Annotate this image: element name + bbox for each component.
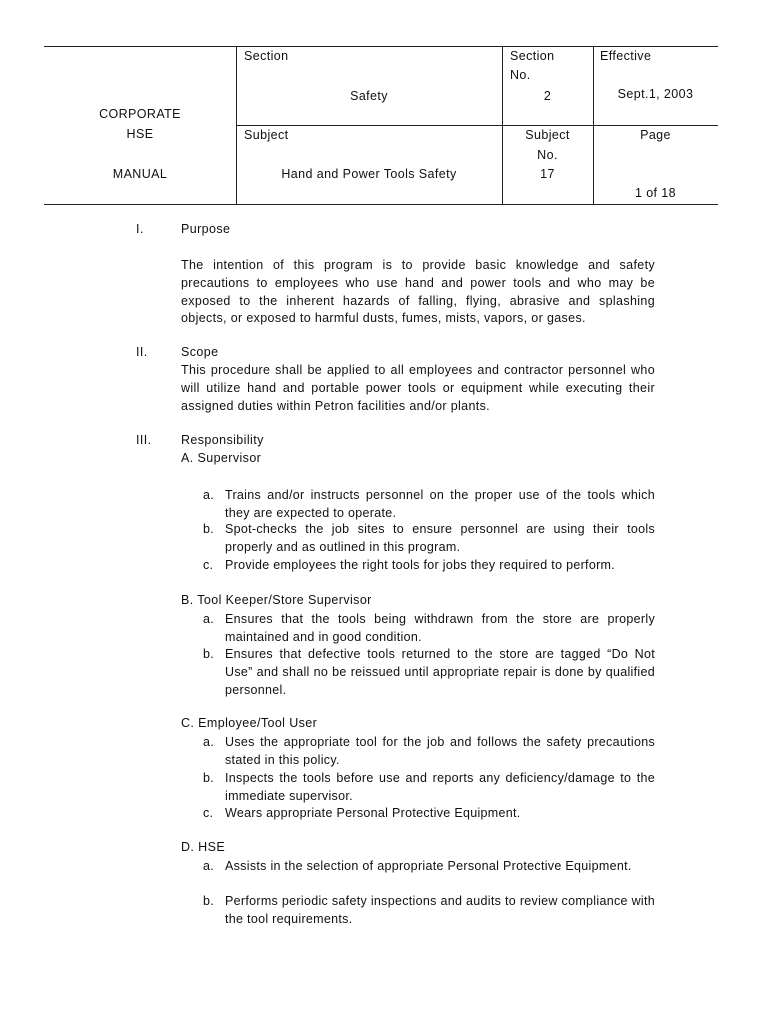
list-letter: a.: [203, 859, 215, 873]
supervisor-item-c: [203, 557, 655, 575]
subject-value: Hand and Power Tools Safety: [281, 167, 457, 181]
scope-text: This procedure shall be applied to all employees and contractor personnel who will utilize hand and portable power tools or equipment while executing their assigned duties within Petron facilities and/or plants.: [181, 363, 655, 413]
tool-keeper-item-b: [203, 646, 655, 699]
effective-date: Sept.1, 2003: [617, 87, 694, 101]
list-letter: a.: [203, 735, 215, 749]
header-top-rule: [44, 46, 718, 47]
employee-subheading: C. Employee/Tool User: [181, 716, 318, 730]
list-letter: b.: [203, 894, 215, 908]
subject-label: Subject: [244, 128, 289, 142]
header-divider-3: [593, 46, 594, 205]
purpose-heading: Purpose: [181, 222, 231, 236]
responsibility-heading: Responsibility: [181, 433, 264, 447]
page-number: 1 of 18: [634, 186, 677, 200]
list-item-text: Assists in the selection of appropriate Personal Protective Equipment.: [225, 859, 632, 873]
list-item-text: Uses the appropriate tool for the job and follows the safety precautions stated in this policy.: [225, 735, 655, 767]
supervisor-item-a: [203, 487, 655, 523]
manual-name-corporate: CORPORATE: [99, 107, 181, 121]
section-no-label: Section: [510, 49, 555, 63]
section-value: Safety: [350, 89, 388, 103]
section-no-value: 2: [543, 89, 552, 103]
scope-number: II.: [136, 345, 148, 359]
effective-label: Effective: [600, 49, 652, 63]
list-item-text: Provide employees the right tools for jobs they required to perform.: [225, 558, 616, 572]
list-item-text: Trains and/or instructs personnel on the proper use of the tools which they are expected to operate.: [225, 488, 655, 520]
list-item-text: Inspects the tools before use and reports any deficiency/damage to the immediate supervisor.: [225, 771, 655, 803]
list-letter: b.: [203, 647, 215, 661]
list-letter: b.: [203, 771, 215, 785]
header-bottom-rule: [44, 204, 718, 205]
subject-no-label-2: No.: [537, 148, 558, 162]
list-letter: c.: [203, 558, 214, 572]
supervisor-subheading: A. Supervisor: [181, 451, 262, 465]
subject-no-value: 17: [540, 167, 555, 181]
header-divider-2: [502, 46, 503, 205]
list-letter: a.: [203, 488, 215, 502]
list-letter: a.: [203, 612, 215, 626]
list-item-text: Ensures that the tools being withdrawn from the store are properly maintained and in good condition.: [225, 612, 655, 644]
header-divider-1: [236, 46, 237, 205]
list-item-text: Ensures that defective tools returned to the store are tagged “Do Not Use” and shall no be reissued until appropriate repair is done by qualified personnel.: [225, 647, 655, 697]
list-item-text: Wears appropriate Personal Protective Equipment.: [225, 806, 521, 820]
section-label: Section: [244, 49, 289, 63]
list-item-text: Spot-checks the job sites to ensure personnel are using their tools properly and as outlined in this program.: [225, 522, 655, 554]
employee-item-a: [203, 734, 655, 770]
manual-name-hse: HSE: [126, 127, 154, 141]
supervisor-item-b: [203, 521, 655, 557]
manual-name-manual: MANUAL: [112, 167, 168, 181]
purpose-text: The intention of this program is to provide basic knowledge and safety precautions to employees who use hand and power tools and who may be exposed to the inherent hazards of falling, flying, abrasive and splashing objects, or exposed to harmful dusts, fumes, mists, vapors, or gases.: [181, 258, 655, 326]
hse-item-b: [203, 893, 655, 929]
responsibility-number: III.: [136, 433, 152, 447]
tool-keeper-subheading: B. Tool Keeper/Store Supervisor: [181, 593, 372, 607]
hse-subheading: D. HSE: [181, 840, 226, 854]
header-middle-rule: [236, 125, 718, 126]
tool-keeper-item-a: [203, 611, 655, 647]
section-no-label-2: No.: [510, 68, 531, 82]
list-letter: c.: [203, 806, 214, 820]
page-label: Page: [640, 128, 671, 142]
purpose-number: I.: [136, 222, 144, 236]
employee-item-c: [203, 805, 655, 823]
hse-item-a: [203, 858, 655, 876]
subject-no-label: Subject: [525, 128, 570, 142]
scope-heading: Scope: [181, 345, 219, 359]
employee-item-b: [203, 770, 655, 806]
list-item-text: Performs periodic safety inspections and audits to review compliance with the tool requirements.: [225, 894, 655, 926]
list-letter: b.: [203, 522, 215, 536]
